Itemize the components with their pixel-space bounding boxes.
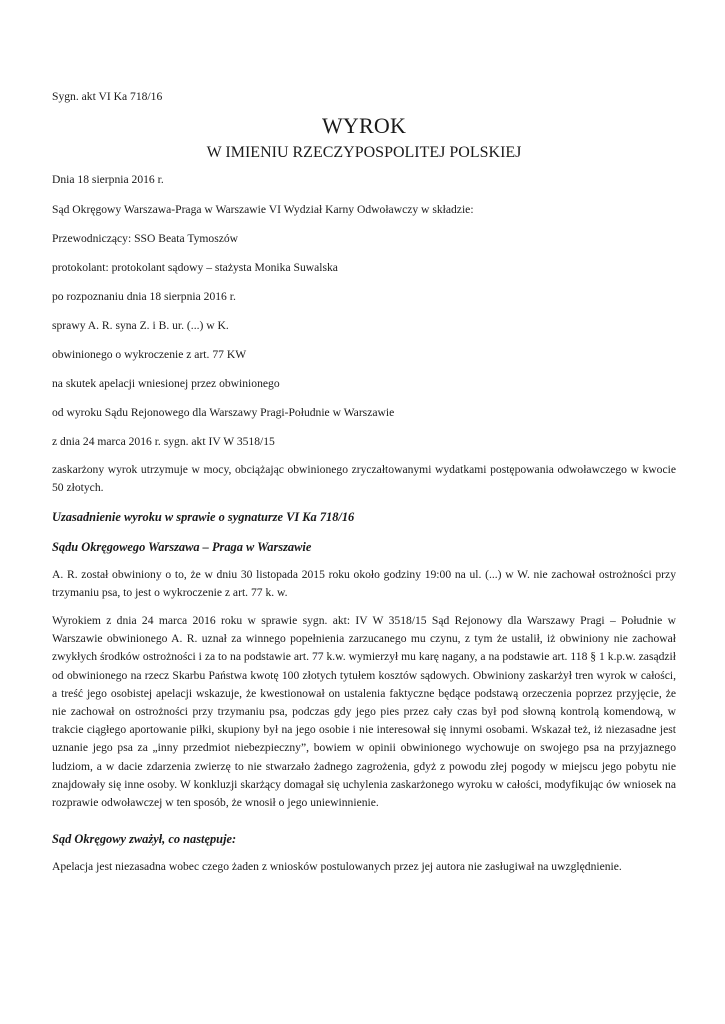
document-subtitle: W IMIENIU RZECZYPOSPOLITEJ POLSKIEJ [206, 144, 522, 161]
charge-line: obwinionego o wykroczenie z art. 77 KW [52, 348, 247, 361]
lower-court-date-line: z dnia 24 marca 2016 r. sygn. akt IV W 3518/15 [52, 435, 275, 448]
final-paragraph: Apelacja jest niezasadna wobec czego żaden z wniosków postulowanych przez jej autora nie zasługiwał na uwzględnienie. [52, 860, 622, 873]
considered-heading: Sąd Okręgowy zważył, co następuje: [52, 832, 237, 846]
facts-paragraph: A. R. został obwiniony o to, że w dniu 30 listopada 2015 roku około godziny 19:00 na ul. (...) w W. nie zachował ostrożności przy trzymaniu psa, to jest o wykroczenie z art. 77 k. w. [52, 568, 676, 600]
court-heading: Sądu Okręgowego Warszawa – Praga w Warszawie [52, 540, 312, 554]
justification-heading: Uzasadnienie wyroku w sprawie o sygnaturze VI Ka 718/16 [52, 510, 355, 524]
case-signature: Sygn. akt VI Ka 718/16 [52, 90, 163, 103]
document-title: WYROK [321, 113, 407, 138]
judgment-paragraph: Wyrokiem z dnia 24 marca 2016 roku w sprawie sygn. akt: IV W 3518/15 Sąd Rejonowy dla Warszawy Pragi – Południe w Warszawie obwinionego A. R. uznał za winnego popełnienia zarzucanego mu czynu, z tym że ustalił, iż obwiniony nie zachował zwykłych środków ostrożności i za to na podstawie art. 77 k.w. wymierzył mu karę nagany, a na podstawie art. 118 § 1 k.p.w. zasądził od obwinionego na rzecz Skarbu Państwa kwotę 100 złotych tytułem kosztów sądowych. Obwiniony zaskarżył tren wyrok w całości, a treść jego osobistej apelacji wskazuje, że kwestionował on ustalenia faktyczne będące podstawą orzeczenia poprzez przyjęcie, że nie zachował on ostrożności przy trzymaniu psa, podczas gdy jego pies przez cały czas był pod słowną kontrolą komendową, w trakcie ciągłego aportowanie piłki, skupiony był na jego osobie i nie interesował się innymi osobami. Wskazał też, iż niezasadne jest uznanie jego psa za „inny przedmiot niebezpieczny”, bowiem w opinii obwinionego wychowuje on swojego psa na przyjaznego ludziom, a w dacie zdarzenia zwierzę to nie stwarzało żadnego zagrożenia, gdyż z powodu złej pogody w miejscu jego pobytu nie znajdowały się inne osoby. W konkluzji skarżący domagał się uchylenia zaskarżonego wyroku w całości, modyfikując ów wniosek na rozprawie odwoławczej w ten sposób, że wnosił o jego uniewinnienie. [52, 614, 676, 810]
court-composition-line: Sąd Okręgowy Warszawa-Praga w Warszawie VI Wydział Karny Odwoławczy w składzie: [52, 203, 474, 216]
lower-court-line: od wyroku Sądu Rejonowego dla Warszawy Pragi-Południe w Warszawie [52, 406, 395, 419]
case-party-line: sprawy A. R. syna Z. i B. ur. (...) w K. [52, 319, 229, 332]
date-line: Dnia 18 sierpnia 2016 r. [52, 173, 164, 186]
presiding-judge-line: Przewodniczący: SSO Beata Tymoszów [52, 232, 239, 245]
clerk-line: protokolant: protokolant sądowy – stażysta Monika Suwalska [52, 261, 338, 274]
hearing-date-line: po rozpoznaniu dnia 18 sierpnia 2016 r. [52, 290, 236, 303]
appeal-line: na skutek apelacji wniesionej przez obwinionego [52, 377, 280, 390]
verdict-paragraph: zaskarżony wyrok utrzymuje w mocy, obciążając obwinionego zryczałtowanymi wydatkami postępowania odwoławczego w kwocie 50 złotych. [52, 463, 676, 495]
